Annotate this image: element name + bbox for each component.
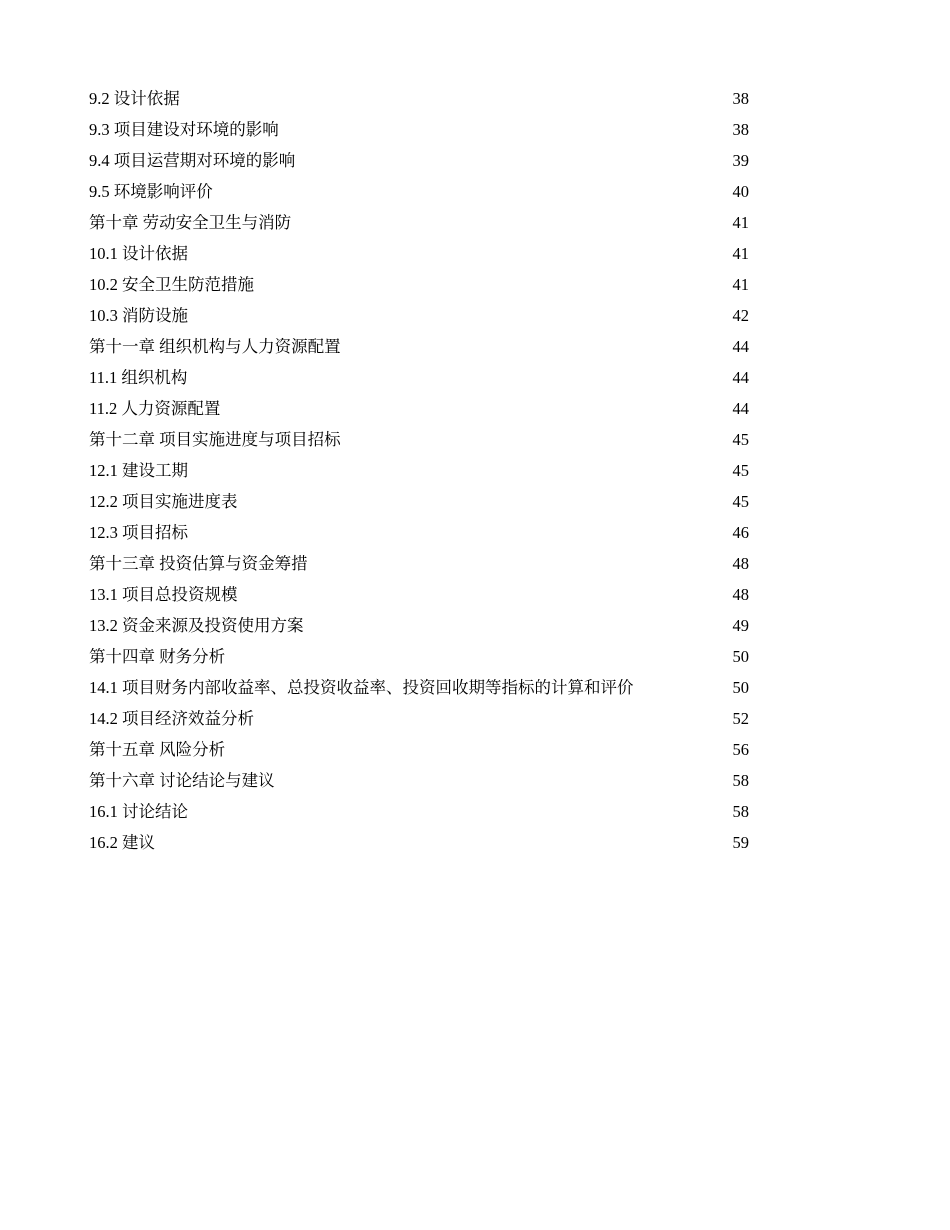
toc-entry-title: 12.1 建设工期 (89, 461, 188, 480)
toc-entry-title: 11.2 人力资源配置 (89, 399, 221, 418)
toc-entry-title: 14.2 项目经济效益分析 (89, 709, 254, 728)
toc-entry-title: 13.2 资金来源及投资使用方案 (89, 616, 304, 635)
toc-entry-title: 14.1 项目财务内部收益率、总投资收益率、投资回收期等指标的计算和评价 (89, 678, 634, 697)
toc-entry[interactable] (89, 331, 749, 362)
toc-entry[interactable] (89, 269, 749, 300)
toc-entry[interactable] (89, 207, 749, 238)
toc-entry-title: 9.2 设计依据 (89, 89, 180, 108)
toc-entry-title: 10.2 安全卫生防范措施 (89, 275, 254, 294)
toc-entry-title: 第十三章 投资估算与资金筹措 (89, 554, 308, 573)
toc-entry-page: 44 (732, 399, 749, 418)
toc-entry-page: 48 (732, 554, 749, 573)
toc-entry[interactable] (89, 672, 749, 703)
toc-entry-title: 12.2 项目实施进度表 (89, 492, 238, 511)
toc-entry[interactable] (89, 734, 749, 765)
toc-entry-title: 9.4 项目运营期对环境的影响 (89, 151, 296, 170)
toc-entry-title: 11.1 组织机构 (89, 368, 188, 387)
toc-entry-title: 第十章 劳动安全卫生与消防 (89, 213, 292, 232)
toc-entry-page: 44 (732, 337, 749, 356)
toc-entry-page: 38 (732, 89, 749, 108)
toc-entry[interactable] (89, 393, 749, 424)
toc-entry-title: 10.1 设计依据 (89, 244, 188, 263)
toc-entry-page: 41 (732, 244, 749, 263)
toc-entry[interactable] (89, 424, 749, 455)
toc-entry-page: 50 (732, 647, 749, 666)
toc-entry-page: 52 (732, 709, 749, 728)
toc-entry-page: 40 (732, 182, 749, 201)
toc-entry-page: 50 (732, 678, 749, 697)
toc-entry[interactable] (89, 83, 749, 114)
toc-entry-page: 45 (732, 430, 749, 449)
toc-entry-page: 58 (732, 771, 749, 790)
toc-entry-title: 9.5 环境影响评价 (89, 182, 213, 201)
toc-entry-page: 41 (732, 275, 749, 294)
toc-entry-page: 41 (732, 213, 749, 232)
toc-entry[interactable] (89, 548, 749, 579)
toc-entry-title: 12.3 项目招标 (89, 523, 188, 542)
toc-entry[interactable] (89, 300, 749, 331)
toc-entry-title: 10.3 消防设施 (89, 306, 188, 325)
toc-entry-page: 58 (732, 802, 749, 821)
toc-entry[interactable] (89, 455, 749, 486)
toc-entry[interactable] (89, 827, 749, 858)
toc-entry[interactable] (89, 703, 749, 734)
toc-entry-page: 59 (732, 833, 749, 852)
toc-entry[interactable] (89, 765, 749, 796)
toc-entry-page: 45 (732, 461, 749, 480)
toc-entry-title: 13.1 项目总投资规模 (89, 585, 238, 604)
toc-entry-page: 48 (732, 585, 749, 604)
toc-entry-page: 42 (732, 306, 749, 325)
toc-entry-page: 46 (732, 523, 749, 542)
table-of-contents (89, 83, 749, 858)
toc-entry[interactable] (89, 610, 749, 641)
toc-entry-title: 第十二章 项目实施进度与项目招标 (89, 430, 341, 449)
toc-entry-title: 第十六章 讨论结论与建议 (89, 771, 275, 790)
toc-entry-title: 16.2 建议 (89, 833, 155, 852)
toc-entry-page: 39 (732, 151, 749, 170)
toc-entry[interactable] (89, 517, 749, 548)
toc-entry-page: 49 (732, 616, 749, 635)
toc-entry[interactable] (89, 579, 749, 610)
toc-entry-title: 16.1 讨论结论 (89, 802, 188, 821)
toc-entry-title: 第十五章 风险分析 (89, 740, 226, 759)
toc-entry-title: 9.3 项目建设对环境的影响 (89, 120, 279, 139)
toc-entry[interactable] (89, 641, 749, 672)
toc-entry-title: 第十四章 财务分析 (89, 647, 226, 666)
toc-entry[interactable] (89, 114, 749, 145)
toc-entry-page: 56 (732, 740, 749, 759)
toc-entry-page: 44 (732, 368, 749, 387)
toc-entry[interactable] (89, 145, 749, 176)
toc-entry[interactable] (89, 362, 749, 393)
toc-entry[interactable] (89, 176, 749, 207)
toc-entry[interactable] (89, 486, 749, 517)
toc-entry-page: 38 (732, 120, 749, 139)
toc-entry-page: 45 (732, 492, 749, 511)
toc-entry[interactable] (89, 796, 749, 827)
toc-entry[interactable] (89, 238, 749, 269)
toc-entry-title: 第十一章 组织机构与人力资源配置 (89, 337, 341, 356)
